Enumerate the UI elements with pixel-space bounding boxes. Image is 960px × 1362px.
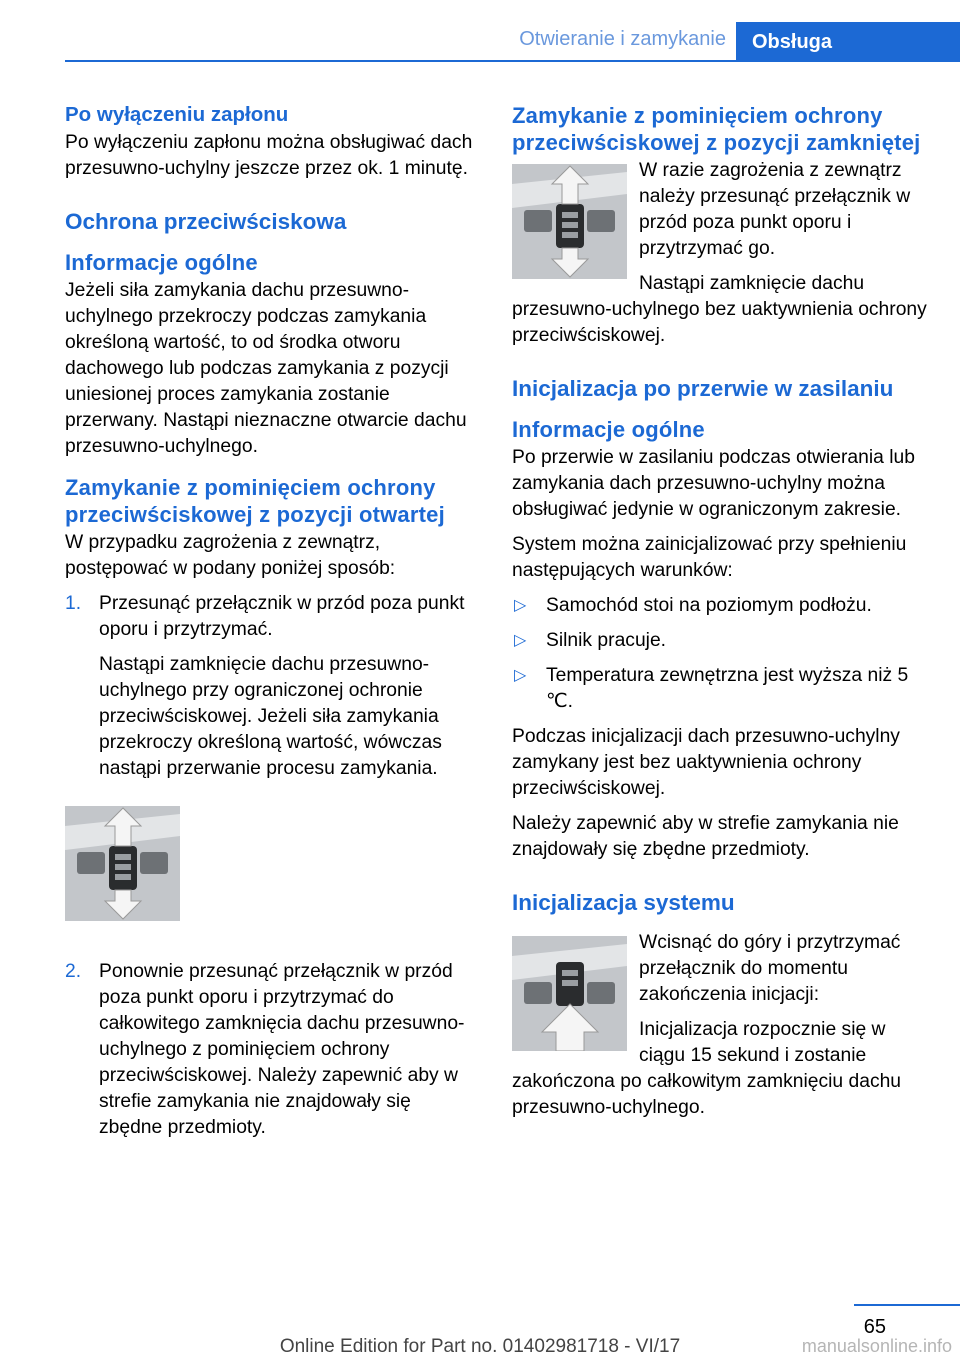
heading-close-from-open: Zamykanie z pominięciem ochrony przeciwściskowej z pozycji otwartej bbox=[65, 475, 445, 527]
paragraph-close-from-open: W przypadku zagrożenia z zewnątrz, postępować w podany poniżej sposób: bbox=[65, 532, 396, 579]
heading-general-info: Informacje ogólne bbox=[65, 250, 258, 275]
step-text: Przesunąć przełącznik w przód poza punkt oporu i przytrzymać. bbox=[99, 593, 465, 640]
watermark: manualsonline.info bbox=[801, 1336, 952, 1356]
paragraph-init-3: Podczas inicjalizacji dach przesuwno-uchylny zamykany jest bez uaktywnienia ochrony przeciwściskowej. bbox=[512, 726, 900, 799]
paragraph-init-1: Po przerwie w zasilaniu podczas otwierania lub zamykania dach przesuwno-uchylny można obsługiwać jedynie w ograniczonym zakresie. bbox=[512, 447, 915, 520]
paragraph-system-init-2: Inicjalizacja rozpocznie się w ciągu 15 sekund i zostanie zakończona po całkowitym zamknięciu dachu przesuwno-uchylnego. bbox=[512, 1019, 902, 1118]
paragraph-after-ignition: Po wyłączeniu zapłonu można obsługiwać dach przesuwno-uchylny jeszcze przez ok. 1 minutę. bbox=[65, 132, 473, 179]
switch-image-icon bbox=[512, 164, 627, 279]
paragraph-general-info: Jeżeli siła zamykania dachu przesuwno-uchylnego przekroczy podczas zamykania określoną wartość, to od środka otworu dachowego lub podczas zamykania z pozycji uniesionej proces zamykania zostanie przerwany. Nastąpi nieznaczne otwarcie dachu przesuwno-uchylnego. bbox=[65, 280, 467, 457]
footer-rule bbox=[854, 1304, 960, 1306]
running-header-section: Otwieranie i zamykanie bbox=[519, 28, 726, 50]
switch-forward-photo bbox=[512, 164, 627, 279]
step-subtext: Nastąpi zamknięcie dachu przesuwno-uchylnego przy ograniczonej ochronie przeciwściskowej. Jeżeli siła zamykania przekroczy określoną wartość, wówczas nastąpi przerwanie procesu zamykania. bbox=[99, 654, 442, 779]
heading-close-from-closed: Zamykanie z pominięciem ochrony przeciwściskowej z pozycji zamkniętej bbox=[512, 103, 921, 155]
header-rule bbox=[65, 60, 960, 62]
switch-up-photo bbox=[512, 936, 627, 1051]
step-number: 2. bbox=[65, 961, 82, 982]
edition-footer: Online Edition for Part no. 01402981718 - VI/17 bbox=[279, 1336, 681, 1357]
step-text: Ponownie przesunąć przełącznik w przód poza punkt oporu i przytrzymać do całkowitego zamknięcia dachu przesuwno-uchylnego z pominięciem ochrony przeciwściskowej. Należy zapewnić aby w strefie zamykania nie znajdowały się zbędne przedmioty. bbox=[99, 961, 465, 1138]
triangle-bullet-icon: ▷ bbox=[514, 597, 527, 614]
paragraph-init-2: System można zainicjalizować przy spełnieniu następujących warunków: bbox=[512, 534, 907, 581]
page-number: 65 bbox=[863, 1316, 886, 1338]
paragraph-system-init-1: Wcisnąć do góry i przytrzymać przełącznik do momentu zakończenia inicjacji: bbox=[639, 932, 901, 1005]
condition-text: Silnik pracuje. bbox=[546, 630, 667, 651]
left-column bbox=[65, 102, 477, 1150]
heading-general-info: Informacje ogólne bbox=[512, 417, 705, 442]
condition-item bbox=[512, 663, 930, 715]
step-item bbox=[65, 591, 477, 782]
step-number: 1. bbox=[65, 593, 82, 614]
condition-item bbox=[512, 628, 930, 654]
triangle-bullet-icon: ▷ bbox=[514, 667, 527, 684]
running-header-chapter-tab: Obsługa bbox=[736, 22, 960, 62]
switch-forward-photo bbox=[65, 806, 180, 921]
paragraph-close-from-closed-1: W razie zagrożenia z zewnątrz należy przesunąć przełącznik w przód poza punkt oporu i przytrzymać go. bbox=[639, 160, 911, 259]
right-column bbox=[512, 102, 930, 1130]
triangle-bullet-icon: ▷ bbox=[514, 632, 527, 649]
switch-image-icon bbox=[65, 806, 180, 921]
heading-init-after-power-loss: Inicjalizacja po przerwie w zasilaniu bbox=[512, 376, 894, 401]
heading-after-ignition: Po wyłączeniu zapłonu bbox=[65, 103, 289, 126]
switch-image-icon bbox=[512, 936, 627, 1051]
condition-text: Samochód stoi na poziomym podłożu. bbox=[546, 595, 872, 616]
paragraph-init-4: Należy zapewnić aby w strefie zamykania nie znajdowały się zbędne przedmioty. bbox=[512, 813, 899, 860]
step-item bbox=[65, 959, 477, 1141]
heading-system-init: Inicjalizacja systemu bbox=[512, 890, 735, 915]
heading-pinch-protection: Ochrona przeciwściskowa bbox=[65, 209, 347, 234]
condition-text: Temperatura zewnętrzna jest wyższa niż 5 ℃. bbox=[546, 665, 909, 712]
condition-item bbox=[512, 593, 930, 619]
paragraph-close-from-closed-2: Nastąpi zamknięcie dachu przesuwno-uchylnego bez uaktywnienia ochrony przeciwściskowej. bbox=[512, 273, 927, 346]
